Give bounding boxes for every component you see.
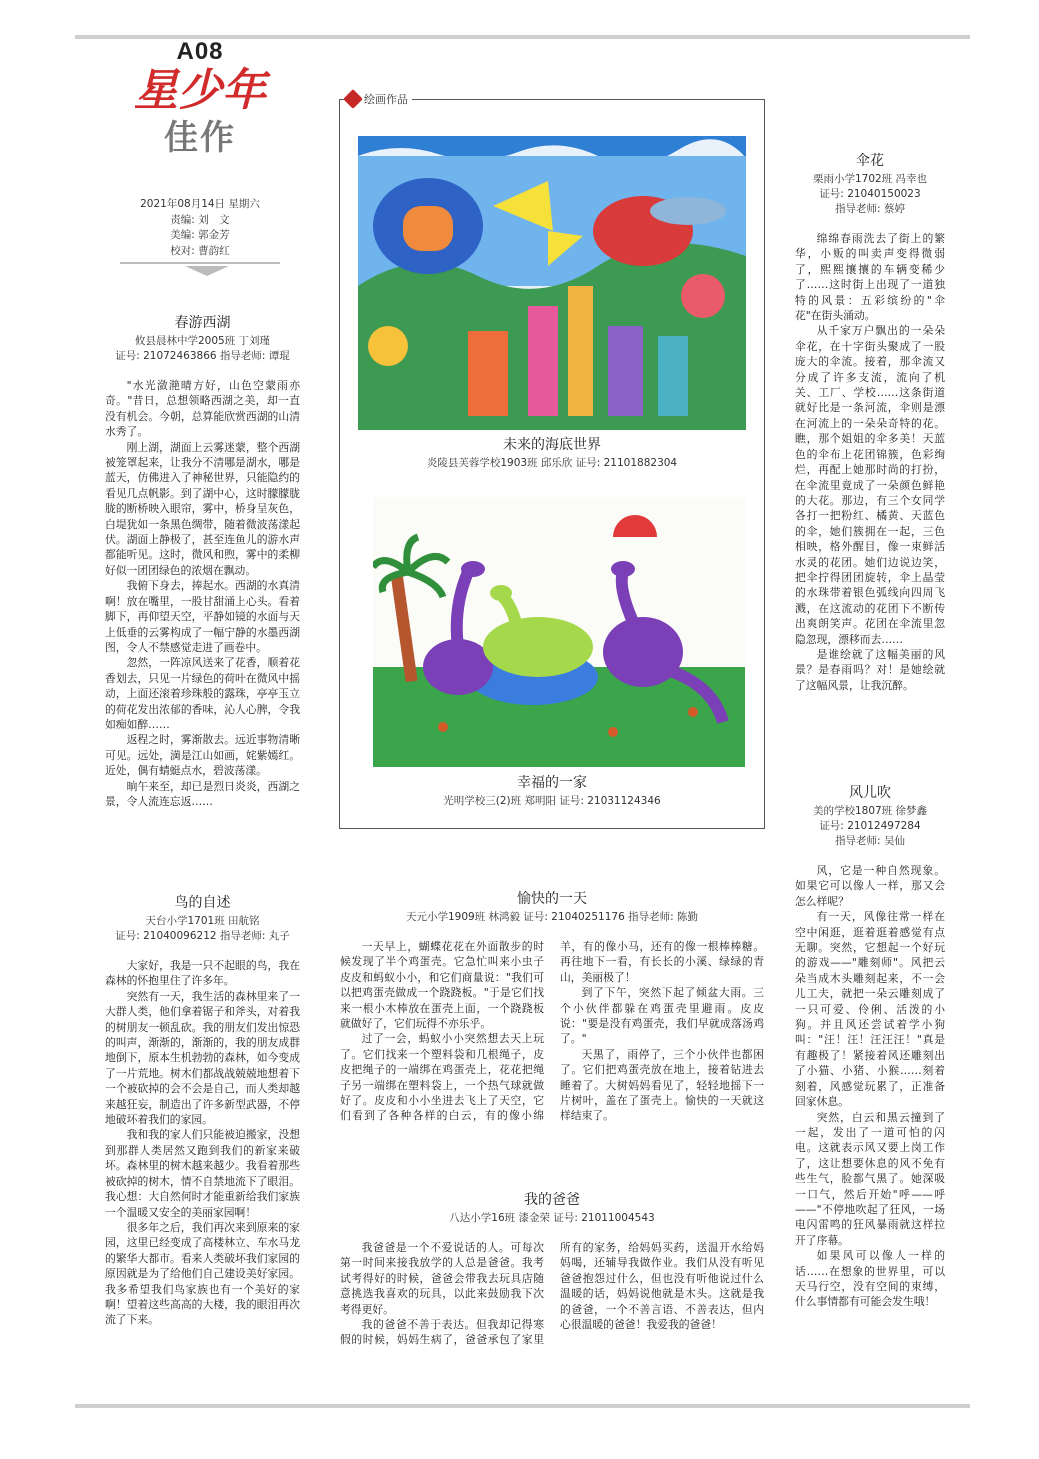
article-body bbox=[105, 378, 300, 809]
article-body bbox=[105, 958, 300, 1328]
article-cert: 证号: 21012497284 bbox=[819, 820, 921, 832]
artwork-title: 幸福的一家 bbox=[517, 775, 587, 791]
article-author: 天台小学1701班 田航铭 bbox=[145, 915, 260, 927]
meta-divider bbox=[120, 262, 280, 264]
article-happy-day bbox=[340, 888, 764, 1124]
paragraph: 是谁绘就了这幅美丽的风景？是春雨吗？对！是她绘就了这幅风景，让我沉醉。 bbox=[795, 647, 945, 692]
paragraph: 我的爸爸不善于表达。但我却记得寒假的时候，妈妈生病了，爸爸承包了家里所有的家务，给妈妈买药，送温开水给妈妈喝，还辅导我做作业。我们从没有听见爸爸抱怨过什么，但也没有听他说过什么温暖的话，妈妈说他就是木头。这就是我的爸爸，一个不善言语、不善表达，但内心很温暖的爸爸！我爱我的爸爸！ bbox=[340, 1241, 764, 1347]
paragraph: 我和我的家人们只能被迫搬家，没想到那群人类居然又跑到我们的新家来破坏。森林里的树木越来越少。我看着那些被砍掉的树木，情不自禁地流下了眼泪。我心想：大自然何时才能重新给我们家族一个温暖又安全的美丽家园啊！ bbox=[105, 1128, 300, 1219]
issue-meta bbox=[120, 197, 280, 259]
paragraph: 突然有一天，我生活的森林里来了一大群人类，他们拿着锯子和斧头，对着我的树朋友一顿乱砍。我的朋友们发出惊恐的叫声，渐渐的，渐渐的，我的朋友成群地倒下，原本生机勃勃的森林，如今变成了一片荒地。树木们都战战兢兢地想着下一个被砍掉的会不会是自己，而人类却越来越狂妄，制造出了许多新型武器，不停地破坏着我们的家园。 bbox=[105, 989, 300, 1127]
gallery-label-text: 绘画作品 bbox=[364, 93, 408, 106]
article-teacher: 指导老师: 蔡婷 bbox=[835, 203, 905, 215]
paragraph: 我俯下身去，捧起水。西湖的水真清啊！放在嘴里，一股甘甜涌上心头。看着脚下，再仰望天空，平静如镜的水面与天上低垂的云雾构成了一幅宁静的水墨西湖图，令人不禁感觉走进了画卷中。 bbox=[105, 579, 300, 654]
paragraph: 风，它是一种自然现象。如果它可以像人一样，那又会怎么样呢？ bbox=[795, 864, 945, 908]
paragraph: 返程之时，雾渐散去。远近事物清晰可见。远处，満是江山如画，姹紫嫣红。近处，偶有蜻蜓点水，碧波荡漾。 bbox=[105, 733, 300, 778]
paragraph: 天黑了，雨停了，三个小伙伴也都困了。它们把鸡蛋壳放在地上，接着钻进去睡着了。大树妈妈看见了，轻轻地摇下一片树叶，盖在了蛋壳上。愉快的一天就这样结束了。 bbox=[560, 1047, 764, 1123]
brand-logo: 星少年 bbox=[134, 65, 266, 116]
article-cert: 证号: 21040096212 指导老师: 丸子 bbox=[115, 930, 290, 942]
article-cert: 证号: 21072463866 指导老师: 谭琨 bbox=[115, 350, 290, 362]
article-body bbox=[795, 863, 945, 1310]
paragraph: 如果风可以像人一样的话……在想象的世界里，可以天马行空，没有空间的束缚，什么事情都有可能会发生哦！ bbox=[795, 1249, 945, 1309]
article-body bbox=[795, 231, 945, 693]
gallery-label bbox=[344, 91, 412, 107]
masthead bbox=[120, 38, 280, 160]
editor-credit: 责编: 刘 文 bbox=[170, 213, 230, 226]
paragraph: 从千家万户飘出的一朵朵伞花，在十字街头聚成了一股庞大的伞流。接着，那伞流又分成了许多支流，流向了机关、工厂、学校……这条街道就好比是一条河流，伞则是漂在河流上的一朵朵奇特的花。瞧，那个姐姐的伞多美！天蓝色的伞布上花团锦簇，色彩绚烂，再配上她那时尚的打扮，在伞流里竟成了一朵颜色鲜艳的大花。那边，有三个女同学各打一把粉红、橘黄、天蓝色的伞，她们簇拥在一起，三色相映，格外醒目，像一束鲜活水灵的花团。她们边说边笑，把伞拧得团团旋转，伞上晶莹的水珠带着银色弧线向四周飞溅，在这流动的花团下不断传出爽朗笑声。花团在伞流里忽隐忽现，漂移而去…… bbox=[795, 324, 945, 646]
section-title: 佳作 bbox=[164, 118, 236, 158]
article-title: 鸟的自述 bbox=[174, 895, 231, 911]
proofreader-credit: 校对: 曹韵红 bbox=[170, 244, 230, 257]
paragraph: 刚上湖，湖面上云雾迷蒙，整个西湖被笼罩起来，让我分不清哪是湖水，哪是蓝天，仿佛进入了神秘世界，只能隐约的看见几点帆影。到了湖中心，这时朦朦胧胧的断桥映入眼帘，雾中，桥身呈灰色，白堤犹如一条黑色绸带，随着微波荡漾起伏。湖面上静极了，甚至连鱼儿的游水声都能听见。这时，微风和煦，雾中的柔柳好似一团团绿色的浓烟在飘动。 bbox=[105, 440, 300, 577]
designer-credit: 美编: 郭金芳 bbox=[170, 229, 230, 241]
artwork-2-caption bbox=[339, 773, 765, 809]
artwork-credit: 光明学校三(2)班 郑明阳 证号: 21031124346 bbox=[443, 795, 661, 807]
article-my-dad bbox=[340, 1189, 764, 1348]
article-byline: 天元小学1909班 林鸿毅 证号: 21040251176 指导老师: 陈勤 bbox=[406, 911, 698, 923]
article-title: 我的爸爸 bbox=[524, 1192, 580, 1208]
paragraph: "水光潋滟晴方好，山色空蒙雨亦奇。"昔日，总想领略西湖之美，却一直没有机会。今朝，总算能欣赏西湖的山清水秀了。 bbox=[105, 379, 300, 439]
artwork-underwater-world bbox=[358, 136, 746, 430]
article-byline: 八达小学16班 漆金荣 证号: 21011004543 bbox=[449, 1212, 655, 1224]
article-cert: 证号: 21040150023 bbox=[819, 188, 921, 200]
paragraph: 晌午来至，却已是烈日炎炎，西湖之景，令人流连忘返…… bbox=[105, 779, 300, 808]
article-body bbox=[340, 1240, 764, 1348]
article-author: 栗雨小学1702班 冯幸也 bbox=[812, 173, 928, 185]
paragraph: 大家好，我是一只不起眼的鸟，我在森林的怀抱里住了许多年。 bbox=[105, 959, 300, 988]
article-title: 愉快的一天 bbox=[517, 891, 587, 907]
article-teacher: 指导老师: 吴仙 bbox=[835, 835, 905, 847]
artwork-title: 未来的海底世界 bbox=[503, 437, 601, 453]
article-body bbox=[340, 939, 764, 1124]
pencil-icon bbox=[343, 89, 363, 109]
artwork-credit: 炎陵县芙蓉学校1903班 邱乐欣 证号: 21101882304 bbox=[426, 457, 678, 469]
bottom-rule bbox=[75, 1404, 970, 1408]
article-title: 风儿吹 bbox=[849, 785, 891, 801]
article-wind bbox=[795, 782, 945, 1310]
page-number: A08 bbox=[176, 38, 224, 65]
article-author: 美的学校1807班 徐梦鑫 bbox=[812, 805, 928, 817]
article-title: 春游西湖 bbox=[174, 315, 231, 331]
issue-date: 2021年08月14日 星期六 bbox=[140, 198, 260, 210]
article-author: 攸县晨林中学2005班 丁刘瑾 bbox=[134, 335, 271, 347]
article-umbrella-flowers bbox=[795, 150, 945, 693]
paragraph: 有一天，风像往常一样在空中闲逛，逛着逛着感觉有点无聊。突然，它想起一个好玩的游戏——"雕刻师"。风把云朵当成木头雕刻起来，不一会儿工夫，就把一朵云雕刻成了一只可爱、伶俐、活泼的小狗。并且风还尝试着学小狗叫："汪！汪！汪汪汪！"真是有趣极了！紧接着风还雕刻出了小猫、小猪、小猴……刻着刻着，风感觉玩累了，正准备回家休息。 bbox=[795, 910, 945, 1109]
paragraph: 很多年之后，我们再次来到原来的家园，这里已经变成了高楼林立、车水马龙的繁华大都市。看来人类破坏我们家园的原因就是为了给他们自己建设美好家园。我多希望我们鸟家族也有一个美好的家啊！望着这些高高的大楼，我的眼泪再次流了下来。 bbox=[105, 1220, 300, 1327]
article-title: 伞花 bbox=[856, 153, 884, 169]
meta-divider-arrow bbox=[185, 266, 229, 276]
paragraph: 一天早上，蝴蝶花花在外面散步的时候发现了半个鸡蛋壳。它急忙叫来小虫子皮皮和蚂蚁小小，和它们商量说："我们可以把鸡蛋壳做成一个跷跷板。"于是它们找来一根小木棒放在蛋壳上面，一个跷跷板就做好了，它们玩得不亦乐乎。 bbox=[340, 940, 544, 1031]
artwork-dinosaur-family bbox=[373, 497, 745, 767]
article-spring-lake bbox=[105, 312, 300, 809]
paragraph: 到了下午，突然下起了倾盆大雨。三个小伙伴都躲在鸡蛋壳里避雨。皮皮说："要是没有鸡蛋壳，我们早就成落汤鸡了。" bbox=[560, 986, 764, 1046]
paragraph: 我爸爸是一个不爱说话的人。可每次第一时间来接我放学的人总是爸爸。我考试考得好的时候，爸爸会带我去玩具店随意挑选我喜欢的玩具，以此来鼓励我下次考得更好。 bbox=[340, 1241, 544, 1316]
paragraph: 突然，白云和黑云撞到了一起，发出了一道可怕的闪电。这就表示风又要上岗工作了，这让想要休息的风不免有些生气，脸都气黑了。她深吸一口气，然后开始"呼——呼——"不停地吹起了狂风，一场电闪雷鸣的狂风暴雨就这样拉开了序幕。 bbox=[795, 1110, 945, 1247]
paragraph: 过了一会，蚂蚁小小突然想去天上玩了。它们找来一个塑料袋和几根绳子，皮皮把绳子的一端绑在鸡蛋壳上，花花把绳子另一端绑在塑料袋上，一个热气球就做好了。皮皮和小小坐进去飞上了天空，它们看到了各种各样的白云，有的像小绵羊，有的像小马，还有的像一根棒棒糖。再往地下一看，有长长的小溪、绿绿的青山，美丽极了！ bbox=[340, 940, 764, 1123]
article-bird bbox=[105, 892, 300, 1328]
artwork-1-caption bbox=[339, 435, 765, 471]
paragraph: 忽然，一阵凉风送来了花香，顺着花香划去，只见一片绿色的荷叶在微风中摇动，上面还滚着珍珠般的露珠，亭亭玉立的荷花发出浓郁的香味，沁人心脾，令我如痴如醉…… bbox=[105, 656, 300, 731]
paragraph: 绵绵春雨洗去了街上的繁华，小贩的叫卖声变得微弱了，熙熙攘攘的车辆变稀少了……这时街上出现了一道独特的风景：五彩缤纷的"伞花"在街头涌动。 bbox=[795, 232, 945, 323]
